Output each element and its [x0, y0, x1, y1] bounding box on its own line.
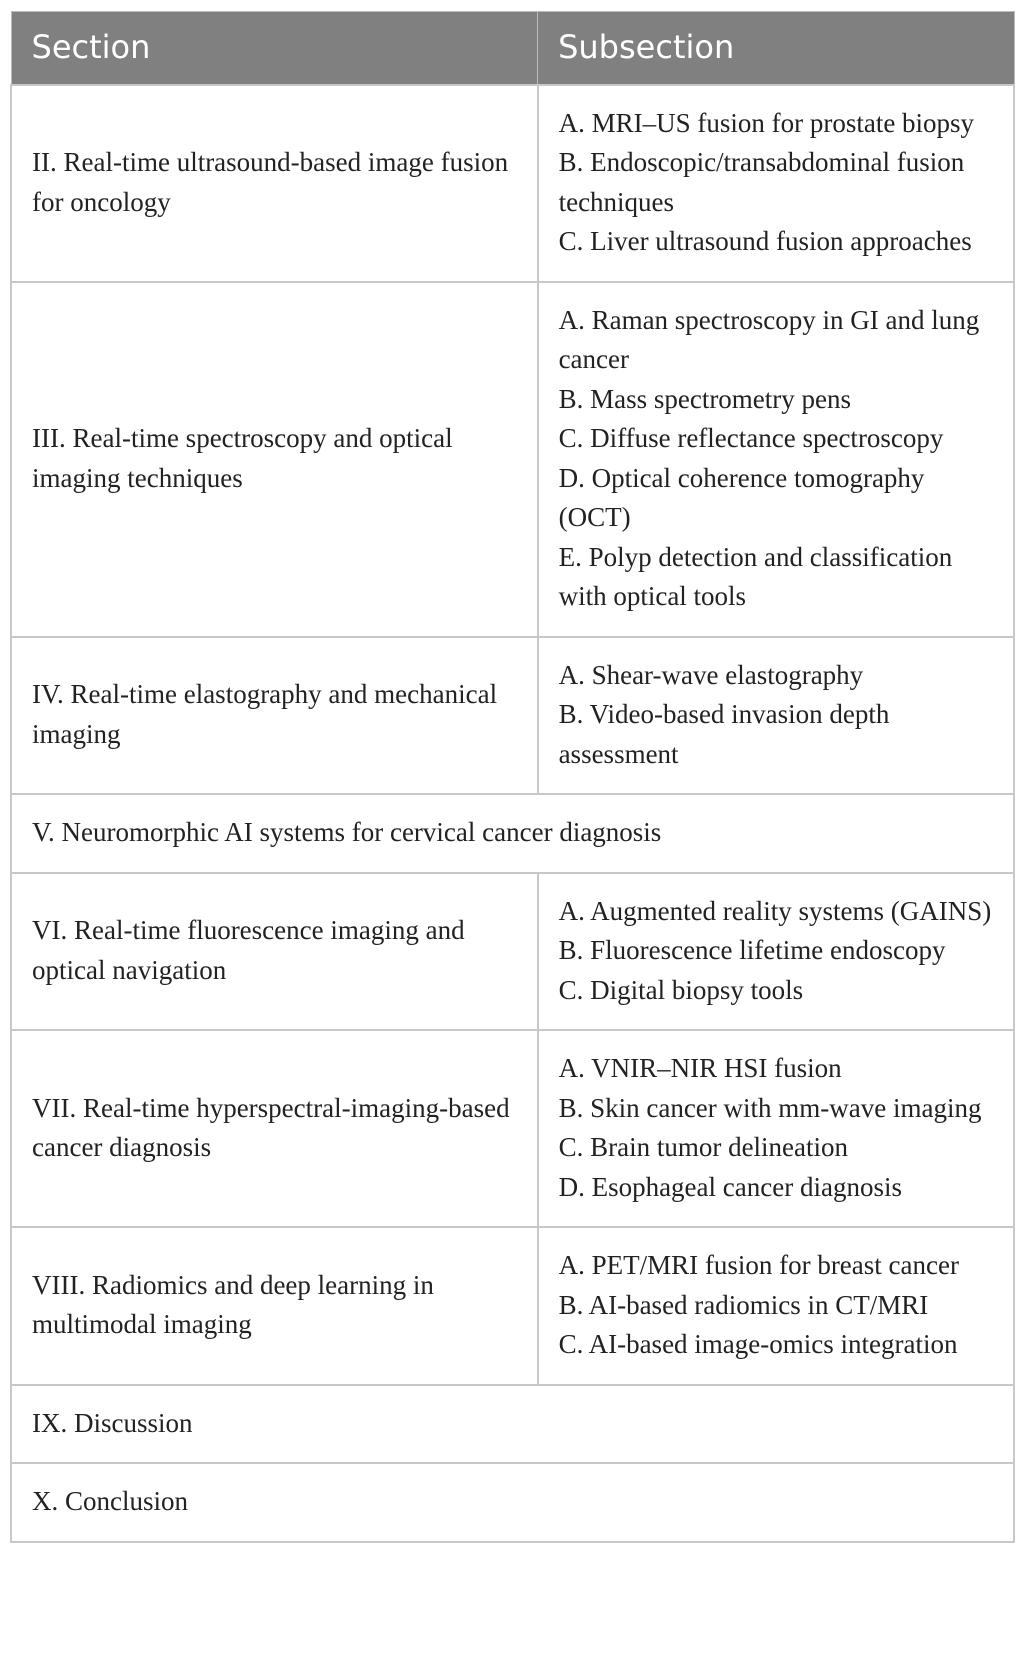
subsection-item: B. Skin cancer with mm-wave imaging [558, 1092, 982, 1123]
subsection-item: C. AI-based image-omics integration [558, 1329, 958, 1359]
subsection-item: C. Diffuse reflectance spectroscopy [558, 423, 944, 453]
table-row [11, 1030, 1014, 1227]
table-header-row [11, 12, 1014, 85]
subsection-cell [538, 637, 1014, 795]
section-cell: VII. Real-time hyperspectral-imaging-based cancer diagnosis [11, 1030, 538, 1227]
section-outline-table [10, 11, 1015, 1543]
subsection-item: A. Augmented reality systems (GAINS) [558, 895, 992, 926]
section-cell: III. Real-time spectroscopy and optical imaging techniques [11, 282, 538, 637]
table-body [11, 85, 1014, 1542]
subsection-cell [538, 85, 1014, 282]
subsection-cell [538, 1030, 1014, 1227]
header-subsection: Subsection [538, 12, 1014, 85]
section-cell: IV. Real-time elastography and mechanical imaging [11, 637, 538, 795]
subsection-item: A. MRI–US fusion for prostate biopsy [558, 107, 975, 138]
subsection-item: B. Video-based invasion depth assessment [558, 699, 890, 769]
subsection-item: B. Endoscopic/transabdominal fusion techniques [558, 147, 965, 217]
subsection-item: E. Polyp detection and classification with optical tools [558, 541, 953, 611]
table-row [11, 1463, 1014, 1542]
section-cell: VIII. Radiomics and deep learning in multimodal imaging [11, 1227, 538, 1385]
table-row [11, 1227, 1014, 1385]
subsection-cell [538, 282, 1014, 637]
subsection-item: A. Shear-wave elastography [558, 659, 864, 690]
section-cell: X. Conclusion [11, 1463, 1014, 1542]
section-cell: II. Real-time ultrasound-based image fusion for oncology [11, 85, 538, 282]
subsection-cell [538, 873, 1014, 1031]
section-cell: VI. Real-time fluorescence imaging and optical navigation [11, 873, 538, 1031]
subsection-item: C. Digital biopsy tools [558, 974, 804, 1005]
header-section: Section [11, 12, 538, 85]
table-row [11, 1385, 1014, 1464]
subsection-item: A. PET/MRI fusion for breast cancer [558, 1250, 959, 1280]
subsection-cell [538, 1227, 1014, 1385]
subsection-item: C. Brain tumor delineation [558, 1132, 849, 1162]
table-row [11, 794, 1014, 873]
table-row [11, 873, 1014, 1031]
table-row [11, 282, 1014, 637]
subsection-item: D. Esophageal cancer diagnosis [558, 1171, 902, 1202]
table-row [11, 85, 1014, 282]
section-cell: IX. Discussion [11, 1385, 1014, 1464]
subsection-item: A. Raman spectroscopy in GI and lung cancer [558, 304, 980, 374]
subsection-item: B. AI-based radiomics in CT/MRI [558, 1289, 929, 1320]
section-cell: V. Neuromorphic AI systems for cervical cancer diagnosis [11, 794, 1014, 873]
subsection-item: A. VNIR–NIR HSI fusion [558, 1053, 842, 1083]
subsection-item: B. Mass spectrometry pens [558, 383, 852, 414]
table-row [11, 637, 1014, 795]
subsection-item: C. Liver ultrasound fusion approaches [558, 226, 972, 256]
subsection-item: B. Fluorescence lifetime endoscopy [558, 935, 946, 965]
subsection-item: D. Optical coherence tomography (OCT) [558, 462, 925, 532]
